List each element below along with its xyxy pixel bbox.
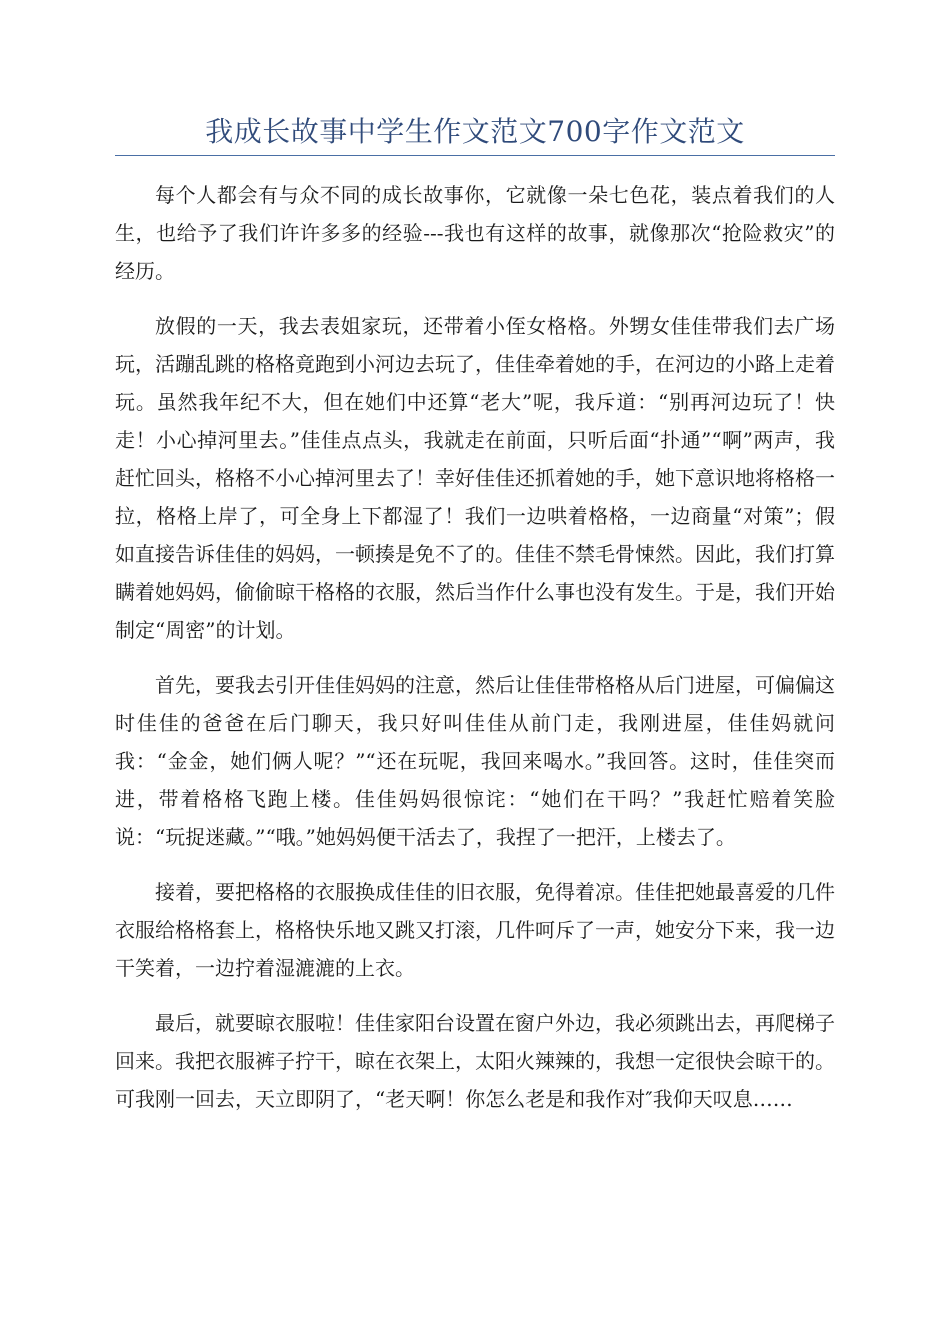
title-underline: [115, 155, 835, 156]
document-title: 我成长故事中学生作文范文700字作文范文: [205, 115, 745, 148]
paragraph-2: 放假的一天，我去表姐家玩，还带着小侄女格格。外甥女佳佳带我们去广场玩，活蹦乱跳的格格竟跑到小河边去玩了，佳佳牵着她的手，在河边的小路上走着玩。虽然我年纪不大，但在她们中还算“老大”呢，我斥道：“别再河边玩了！快走！小心掉河里去。”佳佳点点头，我就走在前面，只听后面“扑通”“啊”两声，我赶忙回头，格格不小心掉河里去了！幸好佳佳还抓着她的手，她下意识地将格格一拉，格格上岸了，可全身上下都湿了！我们一边哄着格格，一边商量“对策”；假如直接告诉佳佳的妈妈，一顿揍是免不了的。佳佳不禁毛骨悚然。因此，我们打算瞒着她妈妈，偷偷晾干格格的衣服，然后当作什么事也没有发生。于是，我们开始制定“周密”的计划。: [115, 314, 835, 642]
paragraph-4: 接着，要把格格的衣服换成佳佳的旧衣服，免得着凉。佳佳把她最喜爱的几件衣服给格格套上，格格快乐地又跳又打滚，几件呵斥了一声，她安分下来，我一边干笑着，一边拧着湿漉漉的上衣。: [115, 880, 835, 980]
paragraph-1: 每个人都会有与众不同的成长故事你，它就像一朵七色花，装点着我们的人生，也给予了我们许许多多的经验---我也有这样的故事，就像那次“抢险救灾”的经历。: [115, 183, 835, 283]
paragraph-3: 首先，要我去引开佳佳妈妈的注意，然后让佳佳带格格从后门进屋，可偏偏这时佳佳的爸爸在后门聊天，我只好叫佳佳从前门走，我刚进屋，佳佳妈就问我：“金金，她们俩人呢？”“还在玩呢，我回来喝水。”我回答。这时，佳佳突而进，带着格格飞跑上楼。佳佳妈妈很惊诧：“她们在干吗？”我赶忙赔着笑脸说：“玩捉迷藏。”“哦。”她妈妈便干活去了，我捏了一把汗，上楼去了。: [115, 673, 835, 849]
document-body: [115, 176, 835, 1135]
paragraph-5: 最后，就要晾衣服啦！佳佳家阳台设置在窗户外边，我必须跳出去，再爬梯子回来。我把衣服裤子拧干，晾在衣架上，太阳火辣辣的，我想一定很快会晾干的。可我刚一回去，天立即阴了，“老天啊！你怎么老是和我作对″我仰天叹息……: [115, 1011, 835, 1111]
